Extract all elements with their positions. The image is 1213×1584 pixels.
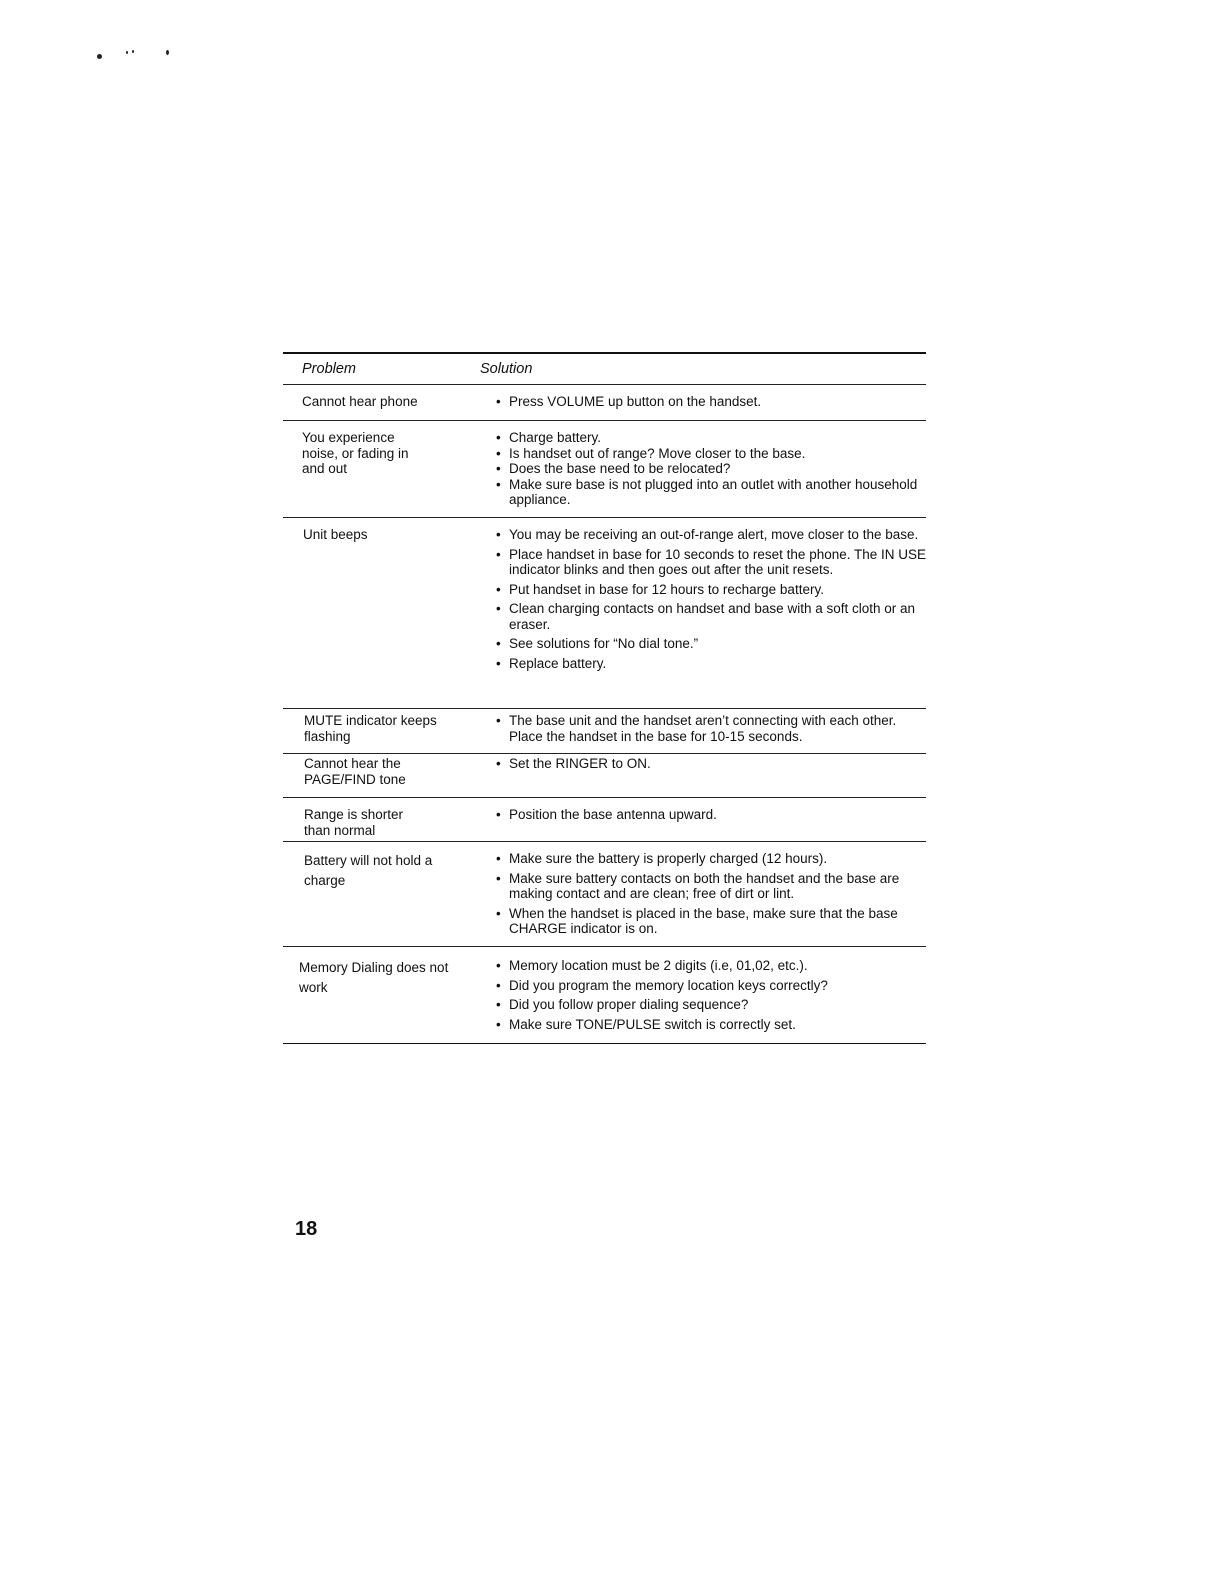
list-item: • Press VOLUME up button on the handset.	[495, 394, 926, 410]
solution-cell	[495, 947, 926, 1043]
list-item: • Did you follow proper dialing sequence?	[495, 997, 926, 1013]
problem-cell: Unit beeps	[303, 527, 368, 542]
problem-cell: Battery will not hold a charge	[304, 853, 433, 888]
list-item: • Set the RINGER to ON.	[495, 756, 926, 772]
table-row	[283, 385, 926, 421]
list-item: • Position the base antenna upward.	[495, 807, 926, 823]
problem-cell: Cannot hear the PAGE/FIND tone	[304, 756, 406, 787]
table-row	[283, 709, 926, 754]
solution-cell	[495, 754, 926, 797]
solution-cell	[495, 518, 926, 708]
solution-cell	[495, 798, 926, 841]
table-header	[283, 354, 926, 385]
troubleshooting-table	[283, 352, 926, 1044]
list-item: • Put handset in base for 12 hours to recharge battery.	[495, 582, 926, 598]
table-row	[283, 421, 926, 518]
list-item: • When the handset is placed in the base, make sure that the base CHARGE indicator is on.	[495, 906, 926, 937]
list-item: • Make sure base is not plugged into an outlet with another household appliance.	[495, 477, 926, 508]
scan-specks	[92, 44, 182, 64]
solution-cell	[495, 842, 926, 946]
problem-cell: Cannot hear phone	[302, 394, 418, 409]
solution-cell	[495, 385, 926, 420]
problem-cell: You experience noise, or fading in and out	[302, 430, 409, 476]
list-item: • See solutions for “No dial tone.”	[495, 636, 926, 652]
table-row	[283, 947, 926, 1044]
solution-cell	[495, 709, 926, 753]
list-item: • Memory location must be 2 digits (i.e, 01,02, etc.).	[495, 958, 926, 974]
table-row	[283, 754, 926, 798]
list-item: • Replace battery.	[495, 656, 926, 672]
list-item: • The base unit and the handset aren’t connecting with each other. Place the handset in the base for 10-15 seconds.	[495, 713, 926, 744]
list-item: • Make sure the battery is properly charged (12 hours).	[495, 851, 926, 867]
page-number: 18	[295, 1218, 318, 1240]
list-item: • Is handset out of range? Move closer to the base.	[495, 446, 926, 462]
table-row	[283, 518, 926, 709]
header-problem: Problem	[302, 361, 356, 377]
list-item: • Does the base need to be relocated?	[495, 461, 926, 477]
list-item: • Place handset in base for 10 seconds to reset the phone. The IN USE indicator blinks and then goes out after the unit resets.	[495, 547, 926, 578]
table-row	[283, 798, 926, 842]
problem-cell: Memory Dialing does not work	[299, 960, 449, 995]
list-item: • Make sure battery contacts on both the handset and the base are making contact and are clean; free of dirt or lint.	[495, 871, 926, 902]
header-solution: Solution	[480, 361, 533, 377]
table-row	[283, 842, 926, 947]
list-item: • Clean charging contacts on handset and base with a soft cloth or an eraser.	[495, 601, 926, 632]
problem-cell: Range is shorter than normal	[304, 807, 404, 838]
list-item: • Did you program the memory location keys correctly?	[495, 978, 926, 994]
solution-cell	[495, 421, 926, 517]
list-item: • Make sure TONE/PULSE switch is correctly set.	[495, 1017, 926, 1033]
list-item: • Charge battery.	[495, 430, 926, 446]
problem-cell: MUTE indicator keeps flashing	[304, 713, 437, 744]
list-item: • You may be receiving an out-of-range alert, move closer to the base.	[495, 527, 926, 543]
